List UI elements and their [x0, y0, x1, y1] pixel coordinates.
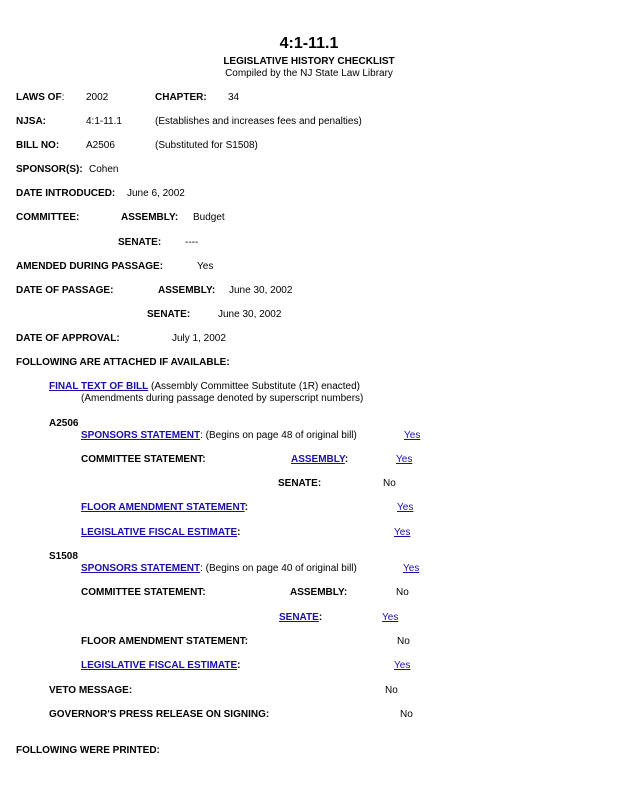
a2506-committee-assembly-group — [291, 454, 348, 466]
passage-assembly-label: ASSEMBLY: — [158, 285, 216, 296]
date-of-approval-label: DATE OF APPROVAL: — [16, 333, 120, 344]
s1508-fiscal-group — [81, 660, 240, 672]
s1508-committee-senate-link[interactable]: SENATE — [279, 612, 319, 623]
a2506-sponsors-line — [81, 430, 357, 442]
chapter-label: CHAPTER: — [155, 92, 207, 103]
s1508-sponsors-yes-link[interactable]: Yes — [403, 563, 420, 574]
s1508-label: S1508 — [49, 551, 78, 562]
a2506-fiscal-group — [81, 527, 240, 539]
s1508-sponsors-link[interactable]: SPONSORS STATEMENT — [81, 563, 201, 574]
amended-label: AMENDED DURING PASSAGE: — [16, 261, 164, 272]
bill-no-label: BILL NO: — [16, 140, 60, 151]
governor-value: No — [400, 709, 413, 720]
bill-no-value: A2506 — [86, 140, 115, 151]
a2506-committee-assembly-link[interactable]: ASSEMBLY — [291, 454, 345, 465]
a2506-fiscal-yes-link[interactable]: Yes — [394, 527, 411, 538]
committee-label: COMMITTEE: — [16, 212, 80, 223]
s1508-sponsors-note: : (Begins on page 40 of original bill) — [200, 563, 357, 574]
date-of-passage-label: DATE OF PASSAGE: — [16, 285, 114, 296]
a2506-sponsors-note: : (Begins on page 48 of original bill) — [200, 430, 357, 441]
amended-value: Yes — [197, 261, 214, 272]
laws-of-colon: : — [61, 92, 65, 103]
a2506-committee-senate-value: No — [383, 478, 396, 489]
a2506-label: A2506 — [49, 418, 79, 429]
a2506-fiscal-colon: : — [237, 527, 241, 538]
a2506-sponsors-link[interactable]: SPONSORS STATEMENT — [81, 430, 201, 441]
a2506-colon: : — [344, 454, 349, 465]
njsa-value: 4:1-11.1 — [86, 116, 122, 127]
a2506-floor-link[interactable]: FLOOR AMENDMENT STATEMENT — [81, 502, 245, 513]
bill-no-note: (Substituted for S1508) — [155, 140, 258, 151]
date-of-approval-value: July 1, 2002 — [172, 333, 226, 344]
veto-value: No — [385, 685, 398, 696]
njsa-label: NJSA: — [16, 116, 47, 127]
passage-senate-label: SENATE: — [147, 309, 191, 320]
committee-senate-value: ---- — [185, 237, 199, 248]
final-text-note: (Assembly Committee Substitute (1R) enacted) — [148, 381, 361, 392]
njsa-note: (Establishes and increases fees and penalties) — [155, 116, 362, 127]
s1508-fiscal-colon: : — [237, 660, 241, 671]
committee-assembly-value: Budget — [193, 212, 225, 223]
s1508-fiscal-yes-link[interactable]: Yes — [394, 660, 411, 671]
laws-of-value: 2002 — [86, 92, 109, 103]
s1508-fiscal-link[interactable]: LEGISLATIVE FISCAL ESTIMATE — [81, 660, 238, 671]
final-text-note2: (Amendments during passage denoted by superscript numbers) — [81, 393, 364, 404]
s1508-committee-assembly-value: No — [396, 587, 409, 598]
s1508-floor-value: No — [397, 636, 410, 647]
s1508-committee-assembly-label: ASSEMBLY: — [290, 587, 348, 598]
a2506-floor-colon: : — [244, 502, 249, 513]
final-text-line — [49, 381, 360, 393]
laws-of-label-group — [16, 92, 64, 104]
a2506-committee-label: COMMITTEE STATEMENT: — [81, 454, 206, 465]
a2506-sponsors-yes-link[interactable]: Yes — [404, 430, 421, 441]
compiled-by: Compiled by the NJ State Law Library — [225, 68, 393, 79]
a2506-floor-yes-link[interactable]: Yes — [397, 502, 414, 513]
s1508-committee-senate-group — [279, 612, 322, 624]
attached-heading: FOLLOWING ARE ATTACHED IF AVAILABLE: — [16, 357, 230, 368]
a2506-committee-senate-label: SENATE: — [278, 478, 322, 489]
a2506-committee-assembly-yes-link[interactable]: Yes — [396, 454, 413, 465]
final-text-link[interactable]: FINAL TEXT OF BILL — [49, 381, 149, 392]
passage-senate-value: June 30, 2002 — [218, 309, 282, 320]
chapter-value: 34 — [228, 92, 240, 103]
a2506-fiscal-link[interactable]: LEGISLATIVE FISCAL ESTIMATE — [81, 527, 238, 538]
s1508-committee-senate-yes-link[interactable]: Yes — [382, 612, 399, 623]
s1508-colon: : — [318, 612, 323, 623]
sponsors-label: SPONSOR(S): — [16, 164, 83, 175]
a2506-floor-group — [81, 502, 248, 514]
date-introduced-value: June 6, 2002 — [127, 188, 185, 199]
s1508-floor-label: FLOOR AMENDMENT STATEMENT: — [81, 636, 249, 647]
committee-senate-label: SENATE: — [118, 237, 162, 248]
veto-label: VETO MESSAGE: — [49, 685, 133, 696]
sponsors-value: Cohen — [89, 164, 119, 175]
page-subtitle: LEGISLATIVE HISTORY CHECKLIST — [223, 56, 395, 67]
governor-label: GOVERNOR'S PRESS RELEASE ON SIGNING: — [49, 709, 270, 720]
printed-heading: FOLLOWING WERE PRINTED: — [16, 745, 160, 756]
date-introduced-label: DATE INTRODUCED: — [16, 188, 116, 199]
page-title: 4:1-11.1 — [279, 35, 339, 52]
s1508-sponsors-line — [81, 563, 357, 575]
passage-assembly-value: June 30, 2002 — [229, 285, 293, 296]
s1508-committee-label: COMMITTEE STATEMENT: — [81, 587, 206, 598]
committee-assembly-label: ASSEMBLY: — [121, 212, 179, 223]
laws-of-label: LAWS OF — [16, 92, 62, 103]
